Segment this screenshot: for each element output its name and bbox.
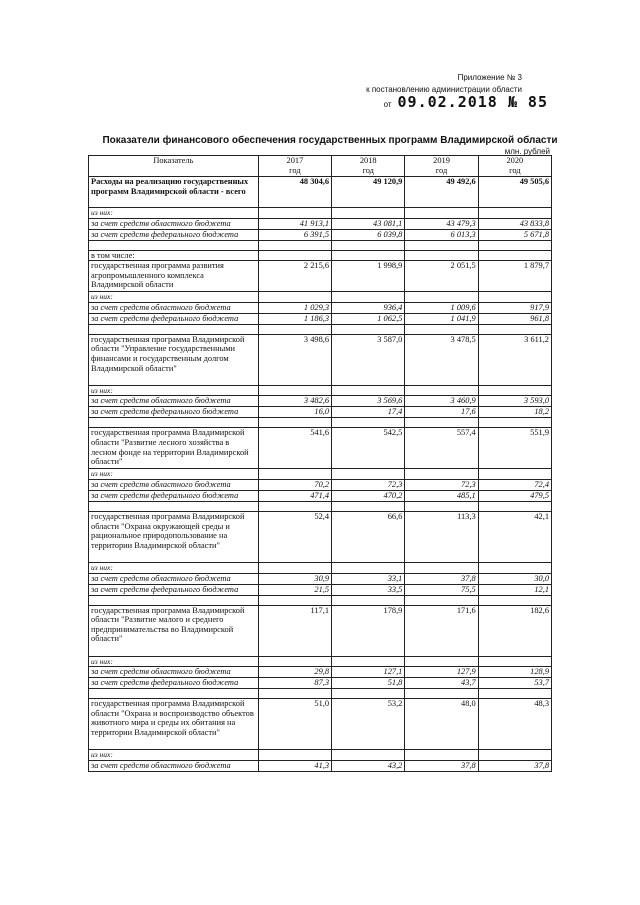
- value-cell: 171,6: [405, 605, 478, 656]
- value-cell: 128,9: [478, 667, 551, 678]
- value-cell: [258, 595, 331, 605]
- value-cell: 182,6: [478, 605, 551, 656]
- value-cell: 33,1: [332, 573, 405, 584]
- value-cell: 1 041,9: [405, 313, 478, 324]
- value-cell: 49 120,9: [332, 177, 405, 208]
- value-cell: 5 671,8: [478, 229, 551, 240]
- decree-date-number: 09.02.2018 № 85: [397, 93, 548, 111]
- program-row: [89, 334, 552, 385]
- regional-budget-row: [89, 302, 552, 313]
- header-year: [332, 156, 405, 177]
- value-cell: 3 482,6: [258, 396, 331, 407]
- value-cell: [478, 595, 551, 605]
- value-cell: 66,6: [332, 511, 405, 562]
- value-cell: [332, 385, 405, 396]
- row-label: государственная программа Владимирской области "Развитие малого и среднего предпринимательства во Владимирской области": [89, 605, 259, 656]
- header-year: [258, 156, 331, 177]
- year-sub: год: [509, 165, 521, 175]
- value-cell: 37,8: [478, 760, 551, 771]
- row-label: из них:: [89, 292, 259, 303]
- value-cell: 30,0: [478, 573, 551, 584]
- value-cell: [478, 689, 551, 699]
- including-row: [89, 250, 552, 261]
- value-cell: 51,0: [258, 699, 331, 750]
- value-cell: 6 391,5: [258, 229, 331, 240]
- value-cell: 3 498,6: [258, 334, 331, 385]
- value-cell: 72,3: [405, 479, 478, 490]
- value-cell: 1 998,9: [332, 261, 405, 292]
- of-which-row: [89, 385, 552, 396]
- value-cell: 18,2: [478, 407, 551, 418]
- value-cell: 542,5: [332, 428, 405, 469]
- row-label: [89, 240, 259, 250]
- value-cell: 127,9: [405, 667, 478, 678]
- value-cell: 6 013,3: [405, 229, 478, 240]
- value-cell: [478, 250, 551, 261]
- value-cell: 1 879,7: [478, 261, 551, 292]
- table-header-row: [89, 156, 552, 177]
- value-cell: 72,3: [332, 479, 405, 490]
- value-cell: 30,9: [258, 573, 331, 584]
- total-row: [89, 177, 552, 208]
- of-which-row: [89, 562, 552, 573]
- value-cell: [405, 250, 478, 261]
- value-cell: 43 081,1: [332, 218, 405, 229]
- of-which-row: [89, 656, 552, 667]
- federal-budget-row: [89, 490, 552, 501]
- row-label: государственная программа развития агропромышленного комплекса Владимирской области: [89, 261, 259, 292]
- value-cell: 52,4: [258, 511, 331, 562]
- row-label: государственная программа Владимирской области "Охрана и воспроизводство объектов животного мира и среды их обитания на территории Владимирской области": [89, 699, 259, 750]
- value-cell: [405, 208, 478, 219]
- year-label: 2020: [506, 156, 524, 165]
- value-cell: 12,1: [478, 584, 551, 595]
- value-cell: [405, 292, 478, 303]
- value-cell: [332, 324, 405, 334]
- value-cell: [258, 689, 331, 699]
- value-cell: 551,9: [478, 428, 551, 469]
- row-label: государственная программа Владимирской области "Охрана окружающей среды и рациональное природопользование на территории Владимирской области": [89, 511, 259, 562]
- value-cell: 70,2: [258, 479, 331, 490]
- value-cell: [258, 501, 331, 511]
- spacer-row: [89, 324, 552, 334]
- value-cell: [332, 250, 405, 261]
- year-label: 2018: [359, 156, 377, 165]
- value-cell: 541,6: [258, 428, 331, 469]
- of-which-row: [89, 292, 552, 303]
- program-row: [89, 428, 552, 469]
- row-label: Расходы на реализацию государственных программ Владимирской области - всего: [89, 177, 259, 208]
- row-label: государственная программа Владимирской области "Управление государственными финансами и государственным долгом Владимирской области": [89, 334, 259, 385]
- row-label: за счет средств федерального бюджета: [89, 584, 259, 595]
- value-cell: 53,2: [332, 699, 405, 750]
- row-label: [89, 501, 259, 511]
- value-cell: 961,8: [478, 313, 551, 324]
- value-cell: 75,5: [405, 584, 478, 595]
- row-label: за счет средств областного бюджета: [89, 573, 259, 584]
- value-cell: 42,1: [478, 511, 551, 562]
- value-cell: [258, 562, 331, 573]
- value-cell: [332, 689, 405, 699]
- value-cell: [332, 292, 405, 303]
- year-sub: год: [435, 165, 448, 175]
- row-label: из них:: [89, 656, 259, 667]
- financing-table: [88, 155, 552, 772]
- document-title: Показатели финансового обеспечения государственных программ Владимирской области: [102, 135, 558, 146]
- value-cell: [258, 240, 331, 250]
- units-label: млн. рублей: [504, 147, 550, 156]
- value-cell: [405, 385, 478, 396]
- year-label: 2017: [286, 156, 304, 165]
- value-cell: [405, 469, 478, 480]
- annex-number: Приложение № 3: [457, 73, 522, 82]
- row-label: за счет средств областного бюджета: [89, 302, 259, 313]
- value-cell: 178,9: [332, 605, 405, 656]
- spacer-row: [89, 689, 552, 699]
- of-which-row: [89, 750, 552, 761]
- value-cell: 470,2: [332, 490, 405, 501]
- value-cell: 29,8: [258, 667, 331, 678]
- value-cell: 51,8: [332, 678, 405, 689]
- value-cell: [332, 501, 405, 511]
- spacer-row: [89, 595, 552, 605]
- value-cell: 3 587,0: [332, 334, 405, 385]
- value-cell: [258, 469, 331, 480]
- value-cell: [258, 750, 331, 761]
- value-cell: 17,6: [405, 407, 478, 418]
- value-cell: 557,4: [405, 428, 478, 469]
- value-cell: [478, 501, 551, 511]
- row-label: из них:: [89, 469, 259, 480]
- value-cell: 479,5: [478, 490, 551, 501]
- value-cell: 43 833,8: [478, 218, 551, 229]
- row-label: из них:: [89, 208, 259, 219]
- regional-budget-row: [89, 760, 552, 771]
- value-cell: 53,7: [478, 678, 551, 689]
- value-cell: 43,2: [332, 760, 405, 771]
- regional-budget-row: [89, 218, 552, 229]
- value-cell: 1 062,5: [332, 313, 405, 324]
- value-cell: 37,8: [405, 573, 478, 584]
- value-cell: [405, 595, 478, 605]
- value-cell: [478, 208, 551, 219]
- program-row: [89, 605, 552, 656]
- value-cell: [478, 656, 551, 667]
- annex-reference: к постановлению администрации области: [366, 85, 522, 94]
- table-body: [89, 177, 552, 772]
- value-cell: [258, 385, 331, 396]
- value-cell: [478, 418, 551, 428]
- row-label: за счет средств федерального бюджета: [89, 407, 259, 418]
- of-which-row: [89, 208, 552, 219]
- value-cell: 936,4: [332, 302, 405, 313]
- value-cell: 3 478,5: [405, 334, 478, 385]
- value-cell: 1 186,3: [258, 313, 331, 324]
- value-cell: 33,5: [332, 584, 405, 595]
- row-label: за счет средств федерального бюджета: [89, 490, 259, 501]
- value-cell: [478, 292, 551, 303]
- value-cell: 48,0: [405, 699, 478, 750]
- header-indicator: Показатель: [89, 156, 259, 177]
- value-cell: 3 611,2: [478, 334, 551, 385]
- value-cell: [332, 562, 405, 573]
- value-cell: 127,1: [332, 667, 405, 678]
- spacer-row: [89, 418, 552, 428]
- row-label: за счет средств областного бюджета: [89, 479, 259, 490]
- value-cell: 21,5: [258, 584, 331, 595]
- value-cell: [478, 240, 551, 250]
- value-cell: [258, 324, 331, 334]
- value-cell: 48 304,6: [258, 177, 331, 208]
- row-label: [89, 324, 259, 334]
- value-cell: [478, 750, 551, 761]
- value-cell: 43,7: [405, 678, 478, 689]
- regional-budget-row: [89, 479, 552, 490]
- program-row: [89, 261, 552, 292]
- value-cell: [332, 656, 405, 667]
- value-cell: [405, 656, 478, 667]
- value-cell: 48,3: [478, 699, 551, 750]
- row-label: за счет средств федерального бюджета: [89, 229, 259, 240]
- value-cell: 37,8: [405, 760, 478, 771]
- federal-budget-row: [89, 678, 552, 689]
- value-cell: 917,9: [478, 302, 551, 313]
- value-cell: [405, 324, 478, 334]
- value-cell: 485,1: [405, 490, 478, 501]
- regional-budget-row: [89, 573, 552, 584]
- value-cell: [258, 656, 331, 667]
- value-cell: [258, 418, 331, 428]
- annex-dateline: [383, 93, 548, 111]
- year-label: 2019: [433, 156, 450, 165]
- value-cell: 1 009,6: [405, 302, 478, 313]
- value-cell: [258, 292, 331, 303]
- row-label: в том числе:: [89, 250, 259, 261]
- value-cell: 471,4: [258, 490, 331, 501]
- header-year: [405, 156, 478, 177]
- value-cell: 49 492,6: [405, 177, 478, 208]
- row-label: государственная программа Владимирской области "Развитие лесного хозяйства в лесном фонде на территории Владимирской области": [89, 428, 259, 469]
- value-cell: [332, 240, 405, 250]
- value-cell: 3 569,6: [332, 396, 405, 407]
- row-label: из них:: [89, 750, 259, 761]
- value-cell: 2 215,6: [258, 261, 331, 292]
- row-label: за счет средств федерального бюджета: [89, 313, 259, 324]
- row-label: за счет средств областного бюджета: [89, 760, 259, 771]
- value-cell: [405, 418, 478, 428]
- row-label: [89, 595, 259, 605]
- program-row: [89, 699, 552, 750]
- value-cell: [258, 208, 331, 219]
- value-cell: 113,3: [405, 511, 478, 562]
- spacer-row: [89, 501, 552, 511]
- value-cell: 41 913,1: [258, 218, 331, 229]
- row-label: за счет средств областного бюджета: [89, 396, 259, 407]
- year-sub: год: [362, 165, 374, 175]
- value-cell: [478, 385, 551, 396]
- value-cell: [332, 469, 405, 480]
- row-label: из них:: [89, 385, 259, 396]
- value-cell: [478, 324, 551, 334]
- value-cell: [405, 501, 478, 511]
- value-cell: 6 039,8: [332, 229, 405, 240]
- header-year: [478, 156, 551, 177]
- row-label: за счет средств областного бюджета: [89, 667, 259, 678]
- row-label: [89, 418, 259, 428]
- value-cell: 87,3: [258, 678, 331, 689]
- value-cell: [478, 562, 551, 573]
- value-cell: 43 479,3: [405, 218, 478, 229]
- federal-budget-row: [89, 229, 552, 240]
- federal-budget-row: [89, 313, 552, 324]
- value-cell: [405, 750, 478, 761]
- value-cell: [332, 208, 405, 219]
- spacer-row: [89, 240, 552, 250]
- value-cell: 17,4: [332, 407, 405, 418]
- federal-budget-row: [89, 407, 552, 418]
- row-label: за счет средств областного бюджета: [89, 218, 259, 229]
- value-cell: 72,4: [478, 479, 551, 490]
- value-cell: 41,3: [258, 760, 331, 771]
- value-cell: [332, 595, 405, 605]
- value-cell: 3 593,0: [478, 396, 551, 407]
- row-label: [89, 689, 259, 699]
- federal-budget-row: [89, 584, 552, 595]
- value-cell: 1 029,3: [258, 302, 331, 313]
- regional-budget-row: [89, 396, 552, 407]
- value-cell: [405, 562, 478, 573]
- year-sub: год: [289, 165, 301, 175]
- annex-from-label: от: [383, 100, 392, 109]
- value-cell: [405, 689, 478, 699]
- of-which-row: [89, 469, 552, 480]
- value-cell: [258, 250, 331, 261]
- row-label: за счет средств федерального бюджета: [89, 678, 259, 689]
- value-cell: 117,1: [258, 605, 331, 656]
- value-cell: [332, 750, 405, 761]
- value-cell: 3 460,9: [405, 396, 478, 407]
- value-cell: [405, 240, 478, 250]
- row-label: из них:: [89, 562, 259, 573]
- program-row: [89, 511, 552, 562]
- value-cell: [332, 418, 405, 428]
- regional-budget-row: [89, 667, 552, 678]
- value-cell: 2 051,5: [405, 261, 478, 292]
- value-cell: [478, 469, 551, 480]
- value-cell: 49 505,6: [478, 177, 551, 208]
- value-cell: 16,0: [258, 407, 331, 418]
